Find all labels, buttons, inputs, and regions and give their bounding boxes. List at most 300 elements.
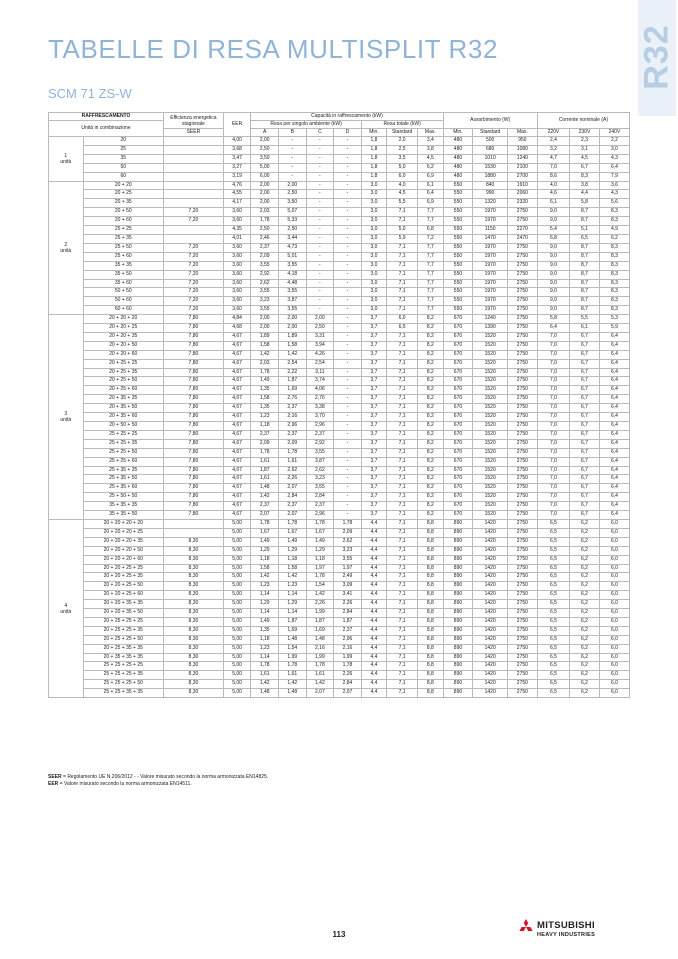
- table-cell: 2,26: [279, 475, 307, 484]
- table-cell: 2,50: [279, 226, 307, 235]
- table-cell: 8,2: [418, 466, 443, 475]
- table-cell: 8,7: [570, 297, 600, 306]
- table-cell: 670: [443, 377, 473, 386]
- table-cell: 7,1: [387, 368, 418, 377]
- group-label: 4 unità: [49, 519, 84, 697]
- table-cell: 7,0: [537, 475, 569, 484]
- table-row: [49, 564, 630, 573]
- table-cell: 6,2: [570, 609, 600, 618]
- table-cell: 7,1: [387, 297, 418, 306]
- table-cell: 8,2: [418, 511, 443, 520]
- table-row: [49, 279, 630, 288]
- table-cell: 3,55: [306, 448, 334, 457]
- table-cell: 5,07: [279, 208, 307, 217]
- table-cell: 2750: [507, 377, 537, 386]
- table-cell: 7,1: [387, 662, 418, 671]
- table-cell: 7,7: [418, 288, 443, 297]
- table-cell: 20 + 25 + 35 + 35: [83, 644, 164, 653]
- table-cell: -: [334, 306, 362, 315]
- table-cell: 7,0: [537, 484, 569, 493]
- table-cell: 3,0: [361, 181, 386, 190]
- table-row: [49, 226, 630, 235]
- table-cell: 2,26: [334, 600, 362, 609]
- table-cell: 7,80: [164, 484, 224, 493]
- footnotes: [48, 774, 268, 788]
- table-cell: 7,80: [164, 368, 224, 377]
- table-cell: 7,80: [164, 324, 224, 333]
- table-cell: [164, 519, 224, 528]
- table-cell: -: [279, 163, 307, 172]
- table-row: [49, 617, 630, 626]
- table-cell: 3,7: [361, 315, 386, 324]
- table-cell: -: [334, 359, 362, 368]
- table-cell: 4,35: [223, 226, 251, 235]
- table-cell: 20 + 25 + 60: [83, 386, 164, 395]
- table-cell: 2,07: [251, 511, 279, 520]
- table-cell: 1,35: [251, 404, 279, 413]
- table-cell: 1970: [473, 208, 508, 217]
- table-cell: [164, 172, 224, 181]
- table-cell: 6,8: [537, 234, 569, 243]
- table-cell: -: [334, 217, 362, 226]
- table-cell: 8,30: [164, 617, 224, 626]
- table-cell: 6,0: [599, 546, 629, 555]
- table-cell: 8,7: [570, 306, 600, 315]
- table-cell: 3,55: [334, 555, 362, 564]
- table-cell: 7,1: [387, 448, 418, 457]
- header-d: D: [334, 129, 362, 137]
- table-cell: 4,67: [223, 332, 251, 341]
- table-cell: 3,7: [361, 493, 386, 502]
- table-cell: 7,0: [537, 457, 569, 466]
- table-cell: 550: [443, 279, 473, 288]
- table-cell: 1,61: [279, 671, 307, 680]
- table-cell: 550: [443, 261, 473, 270]
- table-cell: 5,33: [279, 217, 307, 226]
- table-cell: 8,8: [418, 617, 443, 626]
- table-row: [49, 519, 630, 528]
- table-cell: 6,5: [537, 644, 569, 653]
- table-cell: 3,60: [223, 217, 251, 226]
- table-cell: 20 + 25 + 50: [83, 377, 164, 386]
- table-cell: 3,19: [223, 172, 251, 181]
- table-cell: 8,7: [570, 243, 600, 252]
- table-cell: 1,67: [251, 528, 279, 537]
- table-cell: 3,55: [279, 306, 307, 315]
- table-cell: 2,37: [251, 430, 279, 439]
- table-cell: 8,2: [418, 448, 443, 457]
- table-cell: 1420: [473, 600, 508, 609]
- table-row: [49, 626, 630, 635]
- table-cell: 20 + 20 + 60: [83, 350, 164, 359]
- table-cell: 7,1: [387, 243, 418, 252]
- table-cell: 8,30: [164, 644, 224, 653]
- table-cell: 2,07: [279, 484, 307, 493]
- table-cell: 6,0: [599, 680, 629, 689]
- table-cell: 1,8: [361, 172, 386, 181]
- table-cell: 2,92: [306, 439, 334, 448]
- table-cell: 3,0: [361, 306, 386, 315]
- table-cell: 9,0: [537, 217, 569, 226]
- table-cell: 550: [443, 190, 473, 199]
- table-cell: 1520: [473, 395, 508, 404]
- table-cell: 25 + 25 + 25 + 35: [83, 671, 164, 680]
- table-cell: -: [306, 199, 334, 208]
- table-cell: 7,20: [164, 261, 224, 270]
- table-cell: 4,67: [223, 386, 251, 395]
- table-row: [49, 288, 630, 297]
- table-cell: -: [334, 181, 362, 190]
- table-cell: 1520: [473, 341, 508, 350]
- header-max: Max.: [418, 129, 443, 137]
- table-cell: 8,2: [418, 493, 443, 502]
- table-cell: 7,0: [537, 341, 569, 350]
- table-cell: 1,99: [306, 609, 334, 618]
- table-cell: 6,0: [599, 600, 629, 609]
- table-cell: 1530: [473, 163, 508, 172]
- table-cell: 20 + 20 + 20 + 60: [83, 555, 164, 564]
- header-c: C: [306, 129, 334, 137]
- table-cell: 1520: [473, 332, 508, 341]
- table-cell: 6,5: [537, 546, 569, 555]
- table-cell: 6,7: [570, 439, 600, 448]
- table-cell: 8,2: [418, 430, 443, 439]
- table-cell: 1,42: [251, 573, 279, 582]
- table-cell: 20 + 20 + 35 + 50: [83, 609, 164, 618]
- table-cell: 20 + 20 + 25 + 35: [83, 573, 164, 582]
- table-cell: 8,8: [418, 582, 443, 591]
- table-cell: 6,2: [418, 163, 443, 172]
- table-cell: 4,4: [361, 644, 386, 653]
- table-cell: 6,5: [537, 591, 569, 600]
- header-assorbimento: Assorbimento (W): [443, 113, 537, 129]
- table-row: [49, 217, 630, 226]
- table-cell: 1,42: [279, 573, 307, 582]
- table-cell: 8,2: [418, 395, 443, 404]
- table-cell: 6,7: [570, 457, 600, 466]
- table-cell: 35: [83, 154, 164, 163]
- table-cell: 7,0: [537, 404, 569, 413]
- table-cell: 6,2: [570, 662, 600, 671]
- table-cell: 7,1: [387, 582, 418, 591]
- table-cell: 1,23: [279, 582, 307, 591]
- table-cell: 7,1: [387, 395, 418, 404]
- table-cell: 670: [443, 493, 473, 502]
- table-cell: 6,9: [418, 199, 443, 208]
- table-cell: 2750: [507, 626, 537, 635]
- table-cell: 20 + 35 + 35: [83, 395, 164, 404]
- table-cell: 7,1: [387, 519, 418, 528]
- table-cell: 2750: [507, 537, 537, 546]
- table-cell: 3,60: [223, 288, 251, 297]
- table-cell: 25 + 25 + 35 + 35: [83, 689, 164, 698]
- table-cell: 6,0: [599, 564, 629, 573]
- table-cell: 7,1: [387, 600, 418, 609]
- table-cell: 1,35: [251, 386, 279, 395]
- table-cell: 8,30: [164, 600, 224, 609]
- table-cell: 3,50: [251, 154, 279, 163]
- table-cell: 3,68: [223, 145, 251, 154]
- table-cell: 7,20: [164, 217, 224, 226]
- table-cell: 6,7: [570, 493, 600, 502]
- table-cell: 2,07: [306, 689, 334, 698]
- table-cell: 7,20: [164, 270, 224, 279]
- table-row: [49, 190, 630, 199]
- table-row: [49, 511, 630, 520]
- table-cell: 6,5: [537, 528, 569, 537]
- table-cell: 9,0: [537, 261, 569, 270]
- table-cell: 6,5: [537, 626, 569, 635]
- table-cell: 670: [443, 368, 473, 377]
- table-cell: 7,1: [387, 439, 418, 448]
- table-cell: 2750: [507, 528, 537, 537]
- table-cell: 8,7: [570, 270, 600, 279]
- table-cell: 8,2: [418, 315, 443, 324]
- table-cell: 2,92: [251, 270, 279, 279]
- table-cell: 1240: [473, 315, 508, 324]
- table-cell: 7,1: [387, 626, 418, 635]
- table-cell: -: [334, 315, 362, 324]
- table-cell: 7,1: [387, 350, 418, 359]
- table-cell: 550: [443, 243, 473, 252]
- table-cell: 5,1: [570, 226, 600, 235]
- table-row: [49, 341, 630, 350]
- table-cell: 4,3: [599, 190, 629, 199]
- table-cell: 9,0: [537, 270, 569, 279]
- table-cell: 890: [443, 582, 473, 591]
- table-cell: 1,97: [334, 564, 362, 573]
- table-cell: 1,49: [306, 537, 334, 546]
- table-cell: 1,87: [306, 617, 334, 626]
- table-cell: 8,6: [537, 172, 569, 181]
- table-cell: 8,3: [599, 208, 629, 217]
- table-cell: 7,80: [164, 430, 224, 439]
- table-cell: 6,4: [599, 395, 629, 404]
- table-cell: 4,67: [223, 448, 251, 457]
- table-cell: 2750: [507, 617, 537, 626]
- table-cell: 2,96: [279, 422, 307, 431]
- table-cell: 6,2: [570, 635, 600, 644]
- table-cell: 8,8: [418, 671, 443, 680]
- table-cell: 2750: [507, 582, 537, 591]
- table-cell: 25 + 35 + 60: [83, 484, 164, 493]
- table-cell: 3,0: [361, 252, 386, 261]
- table-cell: 5,00: [223, 519, 251, 528]
- table-cell: 4,4: [361, 609, 386, 618]
- table-cell: 5,00: [223, 564, 251, 573]
- table-cell: -: [306, 261, 334, 270]
- table-cell: 890: [443, 653, 473, 662]
- table-cell: 5,4: [537, 226, 569, 235]
- table-cell: 2,0: [387, 137, 418, 146]
- table-cell: 1,48: [251, 689, 279, 698]
- table-cell: 6,4: [599, 439, 629, 448]
- table-cell: -: [306, 288, 334, 297]
- table-cell: 1420: [473, 591, 508, 600]
- mitsubishi-logo: [517, 917, 631, 945]
- table-cell: 3,0: [361, 261, 386, 270]
- table-cell: 3,60: [223, 208, 251, 217]
- table-cell: 6,5: [537, 555, 569, 564]
- table-cell: 2,37: [334, 626, 362, 635]
- header-min: Min.: [361, 129, 386, 137]
- table-header: [49, 113, 630, 137]
- table-cell: 1520: [473, 448, 508, 457]
- table-cell: -: [334, 154, 362, 163]
- table-cell: 7,1: [387, 332, 418, 341]
- table-cell: 5,00: [223, 546, 251, 555]
- table-cell: 4,67: [223, 404, 251, 413]
- table-cell: 2,96: [306, 511, 334, 520]
- table-cell: 7,1: [387, 430, 418, 439]
- table-cell: 3,60: [223, 306, 251, 315]
- table-cell: 2750: [507, 288, 537, 297]
- table-cell: 7,1: [387, 555, 418, 564]
- table-cell: 7,1: [387, 671, 418, 680]
- table-cell: 4,17: [223, 199, 251, 208]
- table-cell: 7,0: [537, 332, 569, 341]
- page-number: 113: [332, 930, 346, 939]
- table-cell: 3,60: [223, 261, 251, 270]
- table-cell: 7,1: [387, 680, 418, 689]
- table-cell: 1520: [473, 404, 508, 413]
- table-row: [49, 306, 630, 315]
- table-cell: 7,1: [387, 457, 418, 466]
- table-cell: 6,7: [570, 377, 600, 386]
- table-cell: -: [334, 190, 362, 199]
- table-cell: 1,78: [279, 448, 307, 457]
- table-cell: 3,0: [599, 145, 629, 154]
- table-cell: 6,0: [599, 573, 629, 582]
- table-cell: 550: [443, 234, 473, 243]
- table-cell: -: [334, 404, 362, 413]
- table-cell: 1520: [473, 377, 508, 386]
- table-cell: 3,31: [306, 332, 334, 341]
- table-cell: 2,96: [306, 422, 334, 431]
- table-cell: 2,62: [251, 279, 279, 288]
- table-row: [49, 537, 630, 546]
- table-cell: 20 + 35: [83, 199, 164, 208]
- table-cell: 8,8: [418, 573, 443, 582]
- table-cell: 890: [443, 528, 473, 537]
- table-row: [49, 154, 630, 163]
- table-cell: 20 + 20 + 25 + 25: [83, 564, 164, 573]
- table-cell: 7,7: [418, 208, 443, 217]
- table-row: [49, 377, 630, 386]
- table-row: [49, 199, 630, 208]
- table-cell: 4,00: [223, 137, 251, 146]
- table-cell: 4,4: [361, 635, 386, 644]
- table-cell: 20 + 35 + 35 + 35: [83, 653, 164, 662]
- table-cell: 890: [443, 591, 473, 600]
- table-cell: 950: [507, 137, 537, 146]
- table-cell: -: [334, 137, 362, 146]
- table-cell: 7,1: [387, 493, 418, 502]
- table-cell: 4,67: [223, 395, 251, 404]
- table-cell: 4,3: [599, 154, 629, 163]
- table-cell: 7,20: [164, 288, 224, 297]
- table-cell: 890: [443, 617, 473, 626]
- table-cell: 6,2: [570, 626, 600, 635]
- table-cell: 2,84: [306, 493, 334, 502]
- table-cell: 2,07: [334, 689, 362, 698]
- header-eer: EER: [223, 113, 251, 137]
- table-cell: [164, 190, 224, 199]
- table-cell: 4,73: [279, 243, 307, 252]
- table-cell: 550: [443, 199, 473, 208]
- table-cell: 2,26: [306, 600, 334, 609]
- table-cell: 3,47: [223, 154, 251, 163]
- table-cell: 1520: [473, 484, 508, 493]
- table-cell: 5,00: [223, 573, 251, 582]
- table-cell: 35 + 35: [83, 261, 164, 270]
- table-cell: 6,9: [418, 172, 443, 181]
- table-row: [49, 252, 630, 261]
- table-cell: 4,4: [361, 591, 386, 600]
- table-cell: -: [334, 386, 362, 395]
- table-cell: 6,5: [537, 564, 569, 573]
- table-cell: 2750: [507, 475, 537, 484]
- table-cell: 890: [443, 609, 473, 618]
- table-cell: 7,0: [537, 502, 569, 511]
- table-cell: 4,67: [223, 457, 251, 466]
- table-cell: 35 + 35 + 50: [83, 511, 164, 520]
- table-cell: 7,80: [164, 413, 224, 422]
- table-cell: 8,8: [418, 555, 443, 564]
- table-cell: 2750: [507, 546, 537, 555]
- table-cell: 6,1: [570, 324, 600, 333]
- table-cell: 2,4: [537, 137, 569, 146]
- table-cell: 4,4: [361, 653, 386, 662]
- table-cell: 2,26: [334, 671, 362, 680]
- table-cell: 3,0: [361, 279, 386, 288]
- table-row: [49, 243, 630, 252]
- table-cell: 2,62: [279, 466, 307, 475]
- table-cell: 6,1: [537, 199, 569, 208]
- table-cell: 1420: [473, 635, 508, 644]
- table-cell: 7,0: [537, 377, 569, 386]
- table-cell: 4,26: [306, 350, 334, 359]
- table-cell: 2,16: [334, 644, 362, 653]
- table-cell: 8,2: [418, 350, 443, 359]
- table-cell: 6,4: [599, 448, 629, 457]
- table-cell: 2750: [507, 422, 537, 431]
- table-cell: 8,8: [418, 546, 443, 555]
- table-cell: 8,2: [418, 332, 443, 341]
- table-cell: -: [334, 270, 362, 279]
- table-cell: 5,0: [387, 163, 418, 172]
- table-cell: 3,23: [334, 546, 362, 555]
- table-cell: 2750: [507, 279, 537, 288]
- table-cell: 35 + 50: [83, 270, 164, 279]
- table-cell: 6,4: [599, 457, 629, 466]
- table-cell: [164, 154, 224, 163]
- table-cell: [164, 181, 224, 190]
- table-cell: 8,30: [164, 609, 224, 618]
- table-cell: 6,7: [570, 413, 600, 422]
- table-cell: 6,4: [599, 511, 629, 520]
- table-cell: 4,5: [418, 154, 443, 163]
- table-cell: -: [334, 324, 362, 333]
- table-cell: 3,60: [223, 297, 251, 306]
- table-row: [49, 270, 630, 279]
- table-cell: 2750: [507, 430, 537, 439]
- table-cell: 1,18: [279, 555, 307, 564]
- table-cell: 3,27: [223, 163, 251, 172]
- table-cell: 7,20: [164, 306, 224, 315]
- table-cell: 3,7: [361, 484, 386, 493]
- table-cell: 8,7: [570, 279, 600, 288]
